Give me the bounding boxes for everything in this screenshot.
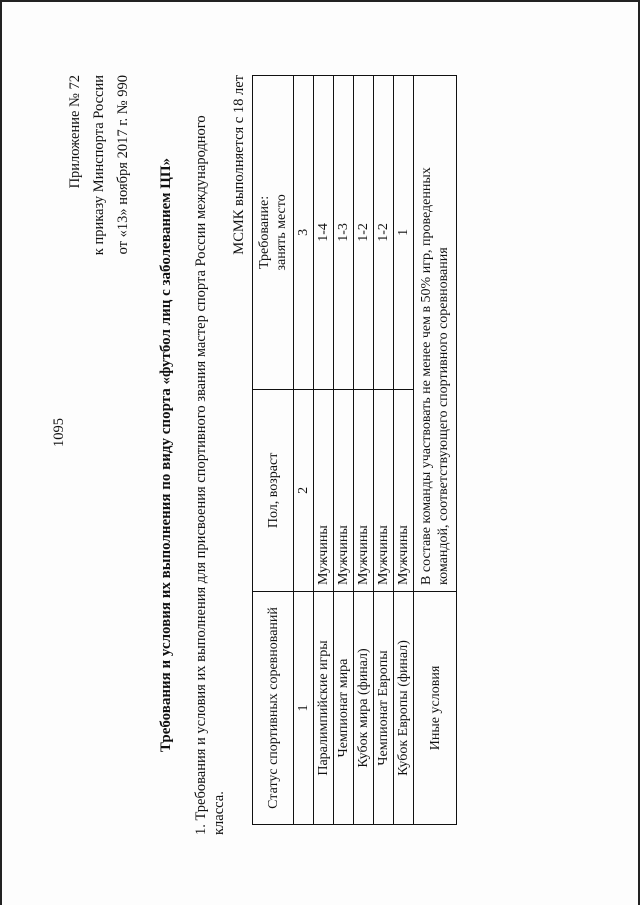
col-number-3: 3 (294, 76, 314, 390)
other-conditions-line2: командой, соответствующего спортивного соревнования (436, 247, 451, 585)
table-row (374, 76, 394, 825)
table-number-row (294, 76, 314, 825)
status-cell: Чемпионат мира (334, 591, 354, 824)
place-cell: 1 (394, 76, 414, 390)
gender-cell: Мужчины (314, 389, 334, 591)
place-cell: 1-2 (354, 76, 374, 390)
gender-cell: Мужчины (354, 389, 374, 591)
scan-edge-left (0, 0, 2, 905)
status-cell: Кубок Европы (финал) (394, 591, 414, 824)
place-cell: 1-2 (374, 76, 394, 390)
requirements-table (252, 75, 457, 825)
gender-cell: Мужчины (374, 389, 394, 591)
other-conditions-line1: В составе команды участвовать не менее чем в 50% игр, проведенных (419, 167, 434, 585)
age-note: МСМК выполняется с 18 лет (231, 75, 247, 255)
table-row (354, 76, 374, 825)
gender-cell: Мужчины (334, 389, 354, 591)
header-gender: Пол, возраст (253, 389, 294, 591)
table-row (314, 76, 334, 825)
table-row (334, 76, 354, 825)
appendix-line-2: к приказу Минспорта России (91, 75, 107, 256)
place-cell: 1-4 (314, 76, 334, 390)
header-requirement-line2: занять место (274, 194, 289, 271)
status-cell: Кубок мира (финал) (354, 591, 374, 824)
page-number: 1095 (51, 418, 67, 447)
appendix-line-3: от «13» ноября 2017 г. № 990 (115, 75, 131, 255)
header-requirement-line1: Требование: (257, 195, 272, 269)
rotated-content (20, 75, 610, 835)
place-cell: 1-3 (334, 76, 354, 390)
other-conditions-text (414, 76, 457, 592)
gender-cell: Мужчины (394, 389, 414, 591)
table-header-row (253, 76, 294, 825)
table-row (394, 76, 414, 825)
other-conditions-label: Иные условия (414, 591, 457, 824)
col-number-2: 2 (294, 389, 314, 591)
document-title: Требования и условия их выполнения по виду спорта «футбол лиц с заболеванием ЦП» (158, 157, 174, 753)
col-number-1: 1 (294, 591, 314, 824)
status-cell: Чемпионат Европы (374, 591, 394, 824)
status-cell: Паралимпийские игры (314, 591, 334, 824)
intro-line-2: класса. (211, 791, 227, 835)
other-conditions-row (414, 76, 457, 825)
scan-edge-top (0, 0, 640, 2)
appendix-line-1: Приложение № 72 (67, 75, 83, 189)
header-requirement (253, 76, 294, 390)
intro-line-1: 1. Требования и условия их выполнения для присвоения спортивного звания мастер спорта России международного (193, 115, 209, 835)
header-status: Статус спортивных соревнований (253, 591, 294, 824)
